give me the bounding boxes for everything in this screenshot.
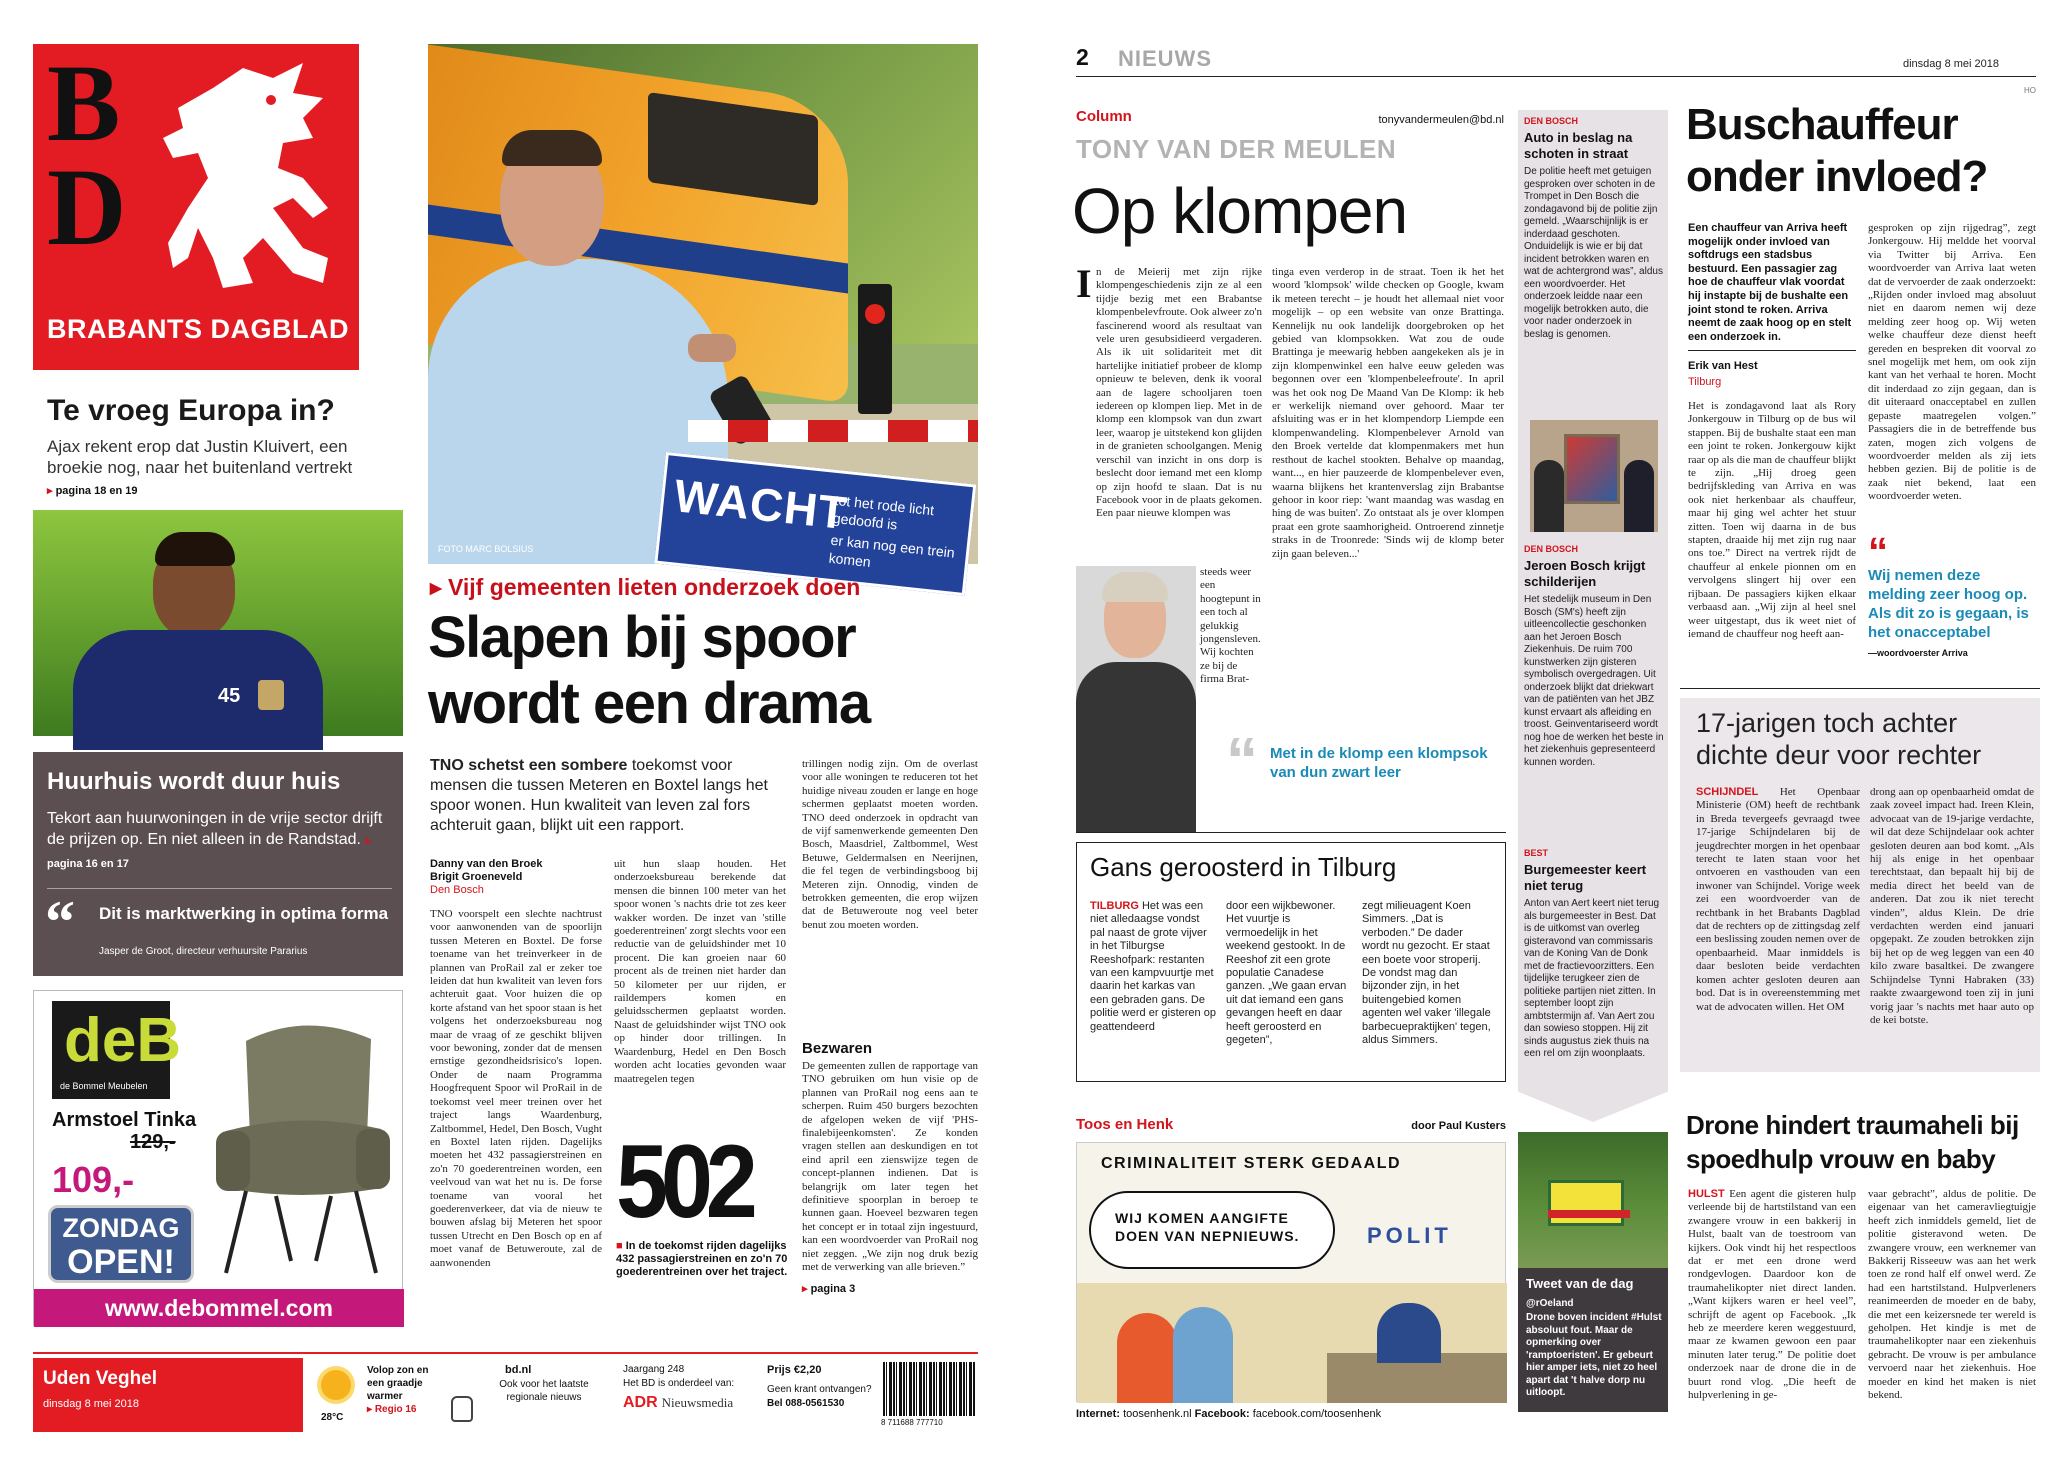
- teaser-title: Huurhuis wordt duur huis: [47, 768, 341, 795]
- comic-agent: [1377, 1303, 1441, 1363]
- tweet-box: [1518, 1268, 1668, 1412]
- monogram-d: D: [47, 146, 127, 268]
- gans-title: Gans geroosterd in Tilburg: [1090, 852, 1397, 882]
- ambulance: [1548, 1180, 1624, 1226]
- sign-line3: er kan nog een trein komen: [828, 531, 956, 570]
- column-quote: Met in de klomp een klompsok van dun zwart leer: [1270, 745, 1488, 781]
- armchair-image: [206, 1011, 396, 1273]
- ajax-badge: [258, 680, 284, 710]
- lead-kicker: ▸ Vijf gemeenten lieten onderzoek doen: [430, 574, 861, 600]
- ad-debommel[interactable]: [33, 990, 403, 1326]
- drone-headline-1: Drone hindert traumaheli bij: [1686, 1110, 2019, 1140]
- author-2: Brigit Groeneveld: [430, 871, 523, 883]
- column-author: TONY VAN DER MEULEN: [1076, 134, 1397, 164]
- brief-title: Auto in beslag na schoten in straat: [1524, 130, 1633, 161]
- bus-body-col1: Het is zondagavond laat als Rory Jonkergouw in Tilburg op de bus wil stappen. Bij de bushalte staat een man een joint te roken. Jonkergouw kijkt raar op als die man de chauffeur blijkt te zijn. „Hij droeg geen bedrijfskleding van Arriva en was ook niet herkenbaar als chauffeur, maar hij ging wel achter het stuur zitten. Toen wij daarna in de bus stapten, draaide hij met zijn rug naar ons toe.” Direct na vertrek rijdt de chauffeur al enkele pionnen om en vervolgens slingert hij over een rijbaan. De passagiers kijken elkaar verbaasd aan. „Wij zijn al heel snel weer uitgestapt, dus ik weet niet of iemand de chauffeur nog heeft aan-: [1688, 400, 1856, 640]
- lead-photo: [428, 44, 978, 570]
- brief-place: DEN BOSCH: [1524, 116, 1579, 126]
- column-title: Op klompen: [1072, 175, 1408, 247]
- ad-old-price: 129,-: [130, 1131, 176, 1153]
- tweet-label: Tweet van de dag: [1526, 1276, 1634, 1291]
- brief-1[interactable]: [1524, 116, 1664, 406]
- brief-text: Anton van Aert keert niet terug als burgemeester in Best. Dat is de uitkomst van overleg gisteravond van commissaris van de Koning Van de Donk met de fractievoorzitters. Een tijdelijke terugkeer zien de politieke partijen niet zitten. In september loopt zijn ambtstermijn af. Van Aert zou dan sowieso stoppen. Hij zit sinds augustus ziek thuis na een rel om zijn woonplaats.: [1524, 898, 1660, 1059]
- jarigen-body-col2: drong aan op openbaarheid omdat de zaak zoveel impact had. Ireen Klein, advocaat van de 19-jarige verdachte, wil dat deze Schijndelaar ook achter gesloten deuren aan bod komt. „Als hij als enige in het openbaar terechtstaat, dan bepaalt hij bij de media direct het beeld van de anderen. Dat zou ik niet terecht vinden”, aldus Klein. De drie verdachten werden eind januari opgepakt. Ze zouden betrokken zijn bij het op de weg leggen van een 40 kilo zware basaltkei. De zwangere Schijndelse Tynni Habraken (33) raakte zwaargewond toen zij in juni vorig jaar 's nachts met haar auto op de kei botste.: [1870, 786, 2034, 1026]
- comic-label: Toos en Henk: [1076, 1116, 1174, 1133]
- quote-mark-icon: “: [45, 889, 75, 955]
- page-number: 2: [1076, 44, 1089, 70]
- tweet-text: Drone boven incident #Hulst absoluut fout. Maar de opmerking over 'ramptoeristen'. Er gebeurt hier amper iets, niet zo heel apart dat 't halve dorp nu uitloopt.: [1526, 1312, 1662, 1398]
- lead-ref: ▸ pagina 3: [802, 1283, 856, 1295]
- bus-divider: [1688, 350, 1856, 351]
- lead-headline-1: Slapen bij spoor: [428, 605, 856, 670]
- number-caption: ■ In de toekomst rijden dagelijks 432 passagierstreinen en zo'n 70 goederentreinen over het traject.: [616, 1240, 788, 1278]
- author-1: Danny van den Broek: [430, 858, 543, 870]
- bus-quote: Wij nemen deze melding zeer hoog op. Als dit zo is gegaan, is het onacceptabel: [1868, 567, 2029, 641]
- column-label: Column: [1076, 108, 1132, 125]
- ad-cta[interactable]: [48, 1205, 194, 1283]
- signal-light: [865, 304, 885, 324]
- bus-headline-1: Buschauffeur: [1686, 100, 1958, 149]
- brief-place: DEN BOSCH: [1524, 544, 1579, 554]
- gans-body-col3: zegt milieuagent Koen Simmers. „Dat is verboden.” De dader wordt nu gezocht. Er staat een boete voor stroperij. De vondst mag dan bijzonder zijn, in het buitengebied komen agenten wel vaker 'illegale barbecuepraktijken' tegen, aldus Simmers.: [1362, 900, 1491, 1047]
- drone-body-col2: vaar gebracht”, aldus de politie. De eigenaar van het cameravliegtuigje heeft zich inmiddels gemeld, liet de politie gisteravond weten. De zwangere vrouw, een werknemer van Bakkerij Risseeuw was aan het werk toen ze rond half elf onwel werd. Ze had een hartstilstand. Hulpverleners reanimeerden de moeder en de baby, die met een keizersnede ter wereld is geholpen. Het kindje is met de traumahelikopter naar een ziekenhuis gebracht. De vrouw is per ambulance vervoerd naar het ziekenhuis. Hoe moeder en kind het maken is niet bekend.: [1868, 1188, 2036, 1402]
- drone-body-col1: HULST Een agent die gisteren hulp verleende bij de hartstilstand van een zwangere vrouw in een bakkerij in Hulst, baalt van de toestroom van kijkers. Ook vindt hij het respectloos dat er met een drone werd rondgevlogen. Daardoor kon de traumahelikopter niet direct landen. „Want kijkers waren er heel veel”, schrijft de agent op Facebook. „Ik heb ze meerdere keren weggestuurd, maar ze kwamen gewoon een paar minuten later terug.” De politie doet onderzoek naar de drone die in de buurt rond vlog. „Die heeft de hulpverlening in ge-: [1688, 1188, 1856, 1402]
- barcode-number: 8 711688 777710: [881, 1418, 943, 1427]
- tweet-handle[interactable]: @rOeland: [1526, 1298, 1574, 1309]
- column-body-col2: tinga even verderop in de straat. Toen ik het het woord 'klompsok' wilde checken op Google, kwam ik meteen terecht – je houdt het allemaal niet voor mogelijk – op een website van onze Brattinga. Kennelijk nu ook landelijk doorgebroken op het gebied van klompsokken. Wat zou de oude Brattinga je meewarig hebben aangekeken als je in zijn klompenwinkel een halve eeuw geleden was begonnen over een 'klompenbeleefroute'. In april was het ook nog De Maand Van De Klomp: ik heb er werkelijk niemand over gehoord. Maar ter afsluiting was er in het klompendorp Liempde een klompenwandeling. Klompenbelever Arnold van den Broek vertelde dat klompenmakers met hun resthout de kachel stookten. Behalve op maandag, want..., en hier pauzeerde de klompenbelever even, waarna blijkens het krantenverslag zijn Brabantse gehoor in koor riep: 'want maandag was wasdag en hing de was buiten'. Zo ontstaat als je over klompen praat een grote saamhorigheid. Ontroerend zinnetje straks in de Troonrede: 'Sinds wij de klomp beter zijn gaan beleven...': [1272, 266, 1504, 560]
- column-portrait: [1076, 566, 1196, 828]
- column-dropcap: I: [1076, 261, 1092, 306]
- ad-logo: [52, 1001, 182, 1099]
- ad-new-price: 109,-: [52, 1159, 135, 1200]
- portrait-jacket: [1076, 662, 1196, 832]
- sign-line2: tot het rode licht gedoofd is: [832, 491, 935, 533]
- jarigen-title-1: 17-jarigen toch achter: [1696, 708, 1958, 738]
- barcode: [883, 1362, 975, 1416]
- teaser-text: Tekort aan huurwoningen in de vrije sector drijft de prijzen op. En niet alleen in de Randstad. ▸ pagina 16 en 17: [47, 810, 383, 870]
- site-text: Ook voor het laatste regionale nieuws: [499, 1379, 589, 1403]
- header-date: dinsdag 8 mei 2018: [1903, 58, 2000, 70]
- comic-sign: POLIT: [1367, 1223, 1452, 1248]
- lead-body-col2: uit hun slaap houden. Het onderzoeksbureau berekende dat mensen die binnen 100 meter van het spoor wonen 's nachts drie tot zes keer wakker worden. De inzet van 'stille goederentreinen' zorgt slechts voor een reductie van de geluidshinder met 10 procent. Die kan groeien naar 60 procent als de treinen niet harder dan 50 kilometer per uur rijden, er raildempers komen en geluidsschermen geplaatst worden. Naast de geluidshinder wijst TNO ook op hinder door trillingen. In Waardenburg, Hedel en Den Bosch worden acht locaties gevonden waar maatregelen tegen: [614, 858, 786, 1085]
- site-url[interactable]: bd.nl: [505, 1364, 532, 1376]
- painting: [1564, 434, 1620, 504]
- brief-title: Burgemeester keert niet terug: [1524, 862, 1647, 893]
- ad-cta-line1: ZONDAG: [62, 1213, 180, 1243]
- comic-balloon-text: WIJ KOMEN AANGIFTE DOEN VAN NEPNIEUWS.: [1115, 1210, 1300, 1244]
- author-place: Den Bosch: [430, 884, 484, 896]
- teaser-ref: ▸ pagina 18 en 19: [47, 485, 138, 497]
- ad-cta-line2: OPEN!: [67, 1243, 175, 1281]
- edition-date: dinsdag 8 mei 2018: [43, 1398, 140, 1410]
- owner: Het BD is onderdeel van:: [623, 1378, 735, 1389]
- ambulance-stripe: [1548, 1210, 1630, 1218]
- teaser-huurhuis[interactable]: [33, 752, 403, 976]
- bus-author: Erik van Hest: [1688, 360, 1758, 372]
- gans-body-col1: TILBURG Het was een niet alledaagse vondst pal naast de grote vijver in het Tilburgse Reeshofpark: restanten van een kampvuurtje met daarin het karkas van een gebraden gans. De politie werd er gisteren op geattendeerd: [1090, 900, 1216, 1033]
- brief-text: Het stedelijk museum in Den Bosch (SM's) heeft zijn uitleencollectie geschonken aan het Jeroen Bosch Ziekenhuis. De ruim 700 kunstwerken zijn gisteren symbolisch overgedragen. Uit onderzoek blijkt dat driekwart van de patiënten van het JBZ kunst ervaart als afleiding en troost. Geinventariseerd wordt nog hoe de werken het beste in het ziekenhuis gepresenteerd kunnen worden.: [1524, 594, 1664, 768]
- photo-credit: FOTO MARC BOLSIUS: [438, 544, 534, 554]
- delivery-1: Geen krant ontvangen?: [767, 1384, 872, 1395]
- ad-url: www.debommel.com: [105, 1295, 333, 1321]
- lead-body-col3b: De gemeenten zullen de rapportage van TNO gebruiken om hun visie op de plannen van ProRail nog eens aan te scherpen. Ruim 450 burgers bezochten de afgelopen weken de vijf 'PHS-finalebijeenkomsten'. Ze konden vragen stellen aan deskundigen en tot eind april een zienswijze tegen de concept-plannen indienen. Dat is belangrijk om later tegen het definitieve spoorplan in beroep te kunnen gaan. Hoeveel bezwaren tegen het concept er in totaal zijn ingestuurd, kan een woordvoerder van ProRail nog niet zeggen. „We zijn nog druk bezig met de verwerking van alle brieven.”: [802, 1060, 978, 1274]
- player-shirt: [73, 630, 323, 750]
- edition-box: [33, 1358, 303, 1432]
- gans-body-col2: door een wijkbewoner. Het vuurtje is vermoedelijk in het weekend gestookt. In de Reeshof zit een grote populatie Canadese ganzen. „We gaan ervan uit dat iemand een gans gevangen heeft en daar heeft geroosterd en gegeten”,: [1226, 900, 1347, 1047]
- masthead-name: BRABANTS DAGBLAD: [47, 314, 349, 344]
- column-email[interactable]: tonyvandermeulen@bd.nl: [1378, 114, 1504, 126]
- edition: Uden Veghel: [43, 1368, 158, 1389]
- hand-touch-icon: [451, 1396, 473, 1422]
- bus-place: Tilburg: [1688, 376, 1722, 388]
- teaser-divider: [47, 888, 392, 889]
- brief-2[interactable]: [1524, 544, 1664, 814]
- teaser-text: Ajax rekent erop dat Justin Kluivert, een broekie nog, naar het buitenland vertrekt: [47, 437, 353, 477]
- lion-icon: [153, 58, 349, 298]
- lead-intro: TNO schetst een sombere toekomst voor mensen die tussen Meteren en Boxtel langs het spoor wonen. Hun kwaliteit van leven zal fors achteruit gaan, blijkt uit een rapport.: [430, 757, 768, 834]
- lead-headline-2: wordt een drama: [428, 671, 870, 736]
- lead-subhead: Bezwaren: [802, 1040, 873, 1057]
- comic-credit: door Paul Kusters: [1411, 1120, 1506, 1132]
- brief-place: BEST: [1524, 848, 1549, 858]
- left-page: [0, 0, 1000, 1470]
- column-quote-mark: “: [1226, 724, 1258, 796]
- masthead[interactable]: [33, 44, 359, 370]
- comic-henk: [1117, 1313, 1177, 1403]
- teaser-kluivert[interactable]: [33, 380, 403, 736]
- teaser-title: Te vroeg Europa in?: [47, 394, 335, 427]
- player-hair: [155, 532, 235, 566]
- bus-headline-2: onder invloed?: [1686, 152, 1988, 201]
- brief-photo: [1530, 420, 1658, 532]
- price: Prijs €2,20: [767, 1364, 822, 1376]
- brief-title: Jeroen Bosch krijgt schilderijen: [1524, 558, 1646, 589]
- header-code: HO: [2024, 86, 2036, 95]
- person-left: [1534, 460, 1564, 532]
- brief-3[interactable]: [1524, 848, 1664, 1110]
- ad-product: Armstoel Tinka: [52, 1109, 197, 1131]
- weather-temp: 28°C: [321, 1412, 344, 1423]
- lead-body-col3a: trillingen nodig zijn. Om de overlast voor alle woningen te reduceren tot het huidige niveau zouden er lange en hoge schermen geplaatst moeten worden. TNO deed onderzoek in opdracht van de vijf samenwerkende gemeenten Den Bosch, Maasdriel, Zaltbommel, West Betuwe, Geldermalsen en Neerijnen, die fel tegen de verbindingsboog bij Meteren zijn. Onnodig, vinden de betrokken gemeenten, die erop wijzen dat de Betuweroute nog veel beter benut zou moeten worden.: [802, 758, 978, 931]
- delivery-2: Bel 088-0561530: [767, 1398, 845, 1409]
- person-right: [1624, 460, 1654, 532]
- sign-wacht: WACHT: [671, 469, 850, 540]
- brief-text: De politie heeft met getuigen gesproken over schoten in de Trompet in Den Bosch die zondagavond bij de politie zijn gemeld. „Waarschijnlijk is er inderdaad geschoten. Onduidelijk is wie er bij dat incident betrokken waren en wat de achtergrond was”, aldus een woordvoerder. Het onderzoek leidde naar een mogelijk betrokken auto, die voor nader onderzoek in beslag is genomen.: [1524, 166, 1663, 340]
- right-page: [1060, 0, 2048, 1470]
- ad-url-bar[interactable]: [34, 1289, 404, 1327]
- crossing-signal: [858, 284, 892, 414]
- portrait-hair: [1102, 572, 1168, 602]
- man-hair: [502, 130, 602, 166]
- phone-hand: [688, 334, 736, 362]
- kluivert-photo: [33, 510, 403, 736]
- ad-logo-text: deB: [64, 1006, 182, 1075]
- ad-brand: de Bommel Meubelen: [60, 1081, 148, 1091]
- drone-headline-2: spoedhulp vrouw en baby: [1686, 1144, 1996, 1174]
- teaser-quote-author: Jasper de Groot, directeur verhuursite Pararius: [99, 946, 308, 957]
- column-body-col1: n de Meierij met zijn rijke klompengeschiedenis zijn ze al een tijdje bezig met een Brabantse klompenbelevfroute. Ook alweer zo'n fascinerend woord als resultaat van vele uren gesubsidieerd vergaderen. Als ik uit solidariteit met dit hartelijke initiatief probeer de klomp opnieuw te beleven, denk ik vooral aan de lagere schooljaren toen iedereen op klompen liep. Met in de klomp een klompsok van dun zwart leer, waarop je uitstekend kon glijden in de granieten schoolgangen. Menig verschil van inzicht in ons dorp is beslecht door iemand met een klomp op zijn hoofd te slaan. Dat is nu Facebook voor in de plaats gekomen. Een paar nieuwe klompen was: [1096, 266, 1262, 520]
- adr-logo: ADR Nieuwsmedia: [623, 1394, 734, 1411]
- big-number: 502: [616, 1124, 751, 1240]
- comic-title: CRIMINALITEIT STERK GEDAALD: [1101, 1155, 1402, 1172]
- jarigen-body-col1: SCHIJNDEL Het Openbaar Ministerie (OM) heeft de rechtbank in Breda tevergeefs gevraagd twee 17-jarige Schijndelaren bij de jeugdrechter morgen in het openbaar terecht te laten staan voor het ontvoeren en vasthouden van een inwoner van Schijndel. Vorige week zei een woordvoerder van de rechtbank in het Brabants Dagblad dat de rechters op de zittingsdag zelf een beslissing zouden nemen over de openbaarheid. Maar inmiddels is daar besloten beide verdachten komen achter gesloten deuren aan bod. Dat is in overeenstemming met wat de advocaten willen. Het OM: [1696, 786, 1861, 1013]
- header-rule: [1076, 76, 2036, 77]
- shirt-number: 45: [218, 685, 241, 707]
- jarigen-title-2: dichte deur voor rechter: [1696, 740, 1982, 770]
- sun-icon: [321, 1370, 351, 1400]
- bus-body-col2: gesproken op zijn rijgedrag”, zegt Jonkergouw. Hij meldde het voorval via Twitter bij Arriva. Een woordvoerder van Arriva laat weten dat de vervoerder de zaak onderzoekt: „Rijden onder invloed mag absoluut niet en daarom nemen wij deze melding zeer hoog op. Wij weten welke chauffeur deze dienst heeft gereden en bespreken dit voorval zo snel mogelijk met hem, om ook zijn kant van het verhaal te horen. Mocht dit inderdaad zo zijn gegaan, dan is dit uiteraard onacceptabel en zullen gepaste maatregelen volgen.” Passagiers die in de betreffende bus zaten, mogen zich volgens de woordvoerder melden als zij iets hebben gezien. Bij de politie is de zaak niet bekend, laat een woordvoerder weten.: [1868, 222, 2036, 503]
- comic-toos: [1173, 1307, 1233, 1403]
- comic-balloon: [1089, 1191, 1335, 1269]
- column-divider: [1076, 832, 1506, 833]
- monogram-b: B: [47, 42, 121, 164]
- weather-text: Volop zon en een graadje warmer ▸ Regio 16: [367, 1365, 429, 1415]
- jaargang: Jaargang 248: [623, 1364, 685, 1375]
- bus-quote-mark: “: [1868, 530, 1888, 574]
- bus-quote-author: —woordvoerster Arriva: [1868, 648, 1968, 658]
- comic-footer: Internet: toosenhenk.nl Facebook: facebook.com/toosenhenk: [1076, 1408, 1382, 1420]
- tweet-photo: [1518, 1132, 1668, 1268]
- footer-strip: [33, 1352, 978, 1434]
- teaser-quote: Dit is marktwerking in optima forma: [99, 904, 389, 923]
- bus-rule: [1680, 688, 2040, 689]
- bus-intro: Een chauffeur van Arriva heeft mogelijk onder invloed van softdrugs een stadsbus bestuurd. Een passagier zag hoe de chauffeur vlak voordat hij instapte bij de bushalte een joint stond te roken. Arriva neemt de zaak hoog op en stelt een onderzoek in.: [1688, 222, 1852, 343]
- column-body-col1b: steeds weer een hoogtepunt in een toch al gelukkig jongensleven. Wij kochten ze bij de firma Brat-: [1200, 566, 1261, 686]
- lead-byline: [430, 858, 600, 897]
- comic-strip: [1076, 1142, 1506, 1402]
- barrier-arm: [688, 420, 978, 442]
- lead-body-col1: TNO voorspelt een slechte nachtrust voor aanwonenden van de spoorlijn tussen Meteren en Boxtel. De forse toename van het treinverkeer in de plannen van ProRail zal er zeker toe leiden dat hun kwaliteit van leven fors achteruit gaat. Voor huizen die op korte afstand van het spoor staan is het volgens het onderzoeksbureau nog maar de vraag of ze geschikt blijven voor bewoning, zonder dat de mensen ernstige gezondheidsrisico's lopen. Onder de naam Programma Hoogfrequent Spoor wil ProRail in de toekomst veel meer treinen over het traject langs Waardenburg, Zaltbommel, Hedel, Den Bosch, Vught en Boxtel laten rijden. Dagelijks moeten het 432 passagierstreinen en zo'n 70 goederentreinen worden, een veelvoud van wat het nu is. De forse toename van vooral het goederenverkeer, dat via de nieuw te bouwen afslag bij Meteren het spoor tussen Utrecht en Den Bosch op en af moet vanaf de Betuweroute, zal de aanwonenden: [430, 908, 602, 1269]
- section-name: NIEUWS: [1118, 46, 1212, 71]
